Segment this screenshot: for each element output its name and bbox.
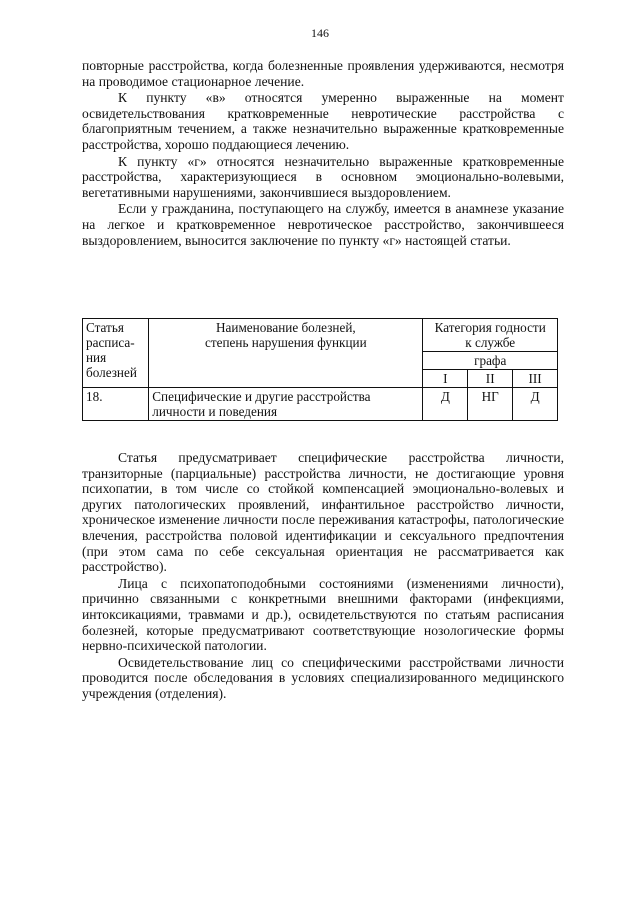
paragraph: повторные расстройства, когда болезненные проявления удерживаются, несмотря на проводимое стационарное лечение. bbox=[82, 58, 564, 89]
header-disease-name bbox=[149, 319, 423, 388]
row-disease-name: Специфические и другие расстройства личности и поведения bbox=[149, 388, 423, 421]
row-value-3: Д bbox=[513, 388, 558, 421]
paragraph: К пункту «г» относятся незначительно выраженные кратковременные расстройства, характеризующиеся в основном эмоционально-волевыми, вегетативными нарушениями, закончившиеся выздоровлением. bbox=[82, 153, 564, 200]
header-name-line: Наименование болезней, bbox=[216, 320, 356, 335]
header-article-line: болезней bbox=[86, 365, 137, 380]
paragraph: Если у гражданина, поступающего на службу, имеется в анамнезе указание на легкое и кратковременное невротическое расстройство, закончившееся выздоровлением, выносится заключение по пункту «г» настоящей статьи. bbox=[82, 201, 564, 248]
header-column-3: III bbox=[513, 370, 558, 388]
header-article-line: расписа- bbox=[86, 335, 135, 350]
header-column-1: I bbox=[423, 370, 468, 388]
paragraph: Освидетельствование лиц со специфическими расстройствами личности проводится после обследования в условиях специализированного медицинского учреждения (отделения). bbox=[82, 654, 564, 701]
header-column-label: графа bbox=[423, 352, 558, 370]
paragraph: К пункту «в» относятся умеренно выраженные на момент освидетельствования кратковременные невротические расстройства с благоприятным течением, а также незначительно выраженные кратковременные расстройства, хорошо поддающиеся лечению. bbox=[82, 90, 564, 152]
paragraph: Статья предусматривает специфические расстройства личности, транзиторные (парциальные) расстройства личности, не достигающие уровня психопатии, в том числе со стойкой компенсацией эмоционально-волевых и других патологических проявлений, инфантильное расстройство личности, хроническое изменение личности после переживания катастрофы, патологические влечения, расстройства половой идентификации и сексуального предпочтения (при этом сама по себе сексуальная ориентация не рассматривается как расстройство). bbox=[82, 450, 564, 575]
header-category-line: к службе bbox=[465, 335, 516, 350]
row-value-2: НГ bbox=[468, 388, 513, 421]
header-name-line: степень нарушения функции bbox=[205, 335, 367, 350]
header-column-2: II bbox=[468, 370, 513, 388]
header-article bbox=[83, 319, 149, 388]
disease-schedule-table bbox=[82, 318, 558, 421]
table-header-row bbox=[83, 319, 558, 352]
header-article-line: Статья bbox=[86, 320, 124, 335]
header-article-line: ния bbox=[86, 350, 107, 365]
table-row bbox=[83, 388, 558, 421]
page-number: 146 bbox=[311, 26, 329, 40]
text-block-top bbox=[82, 58, 564, 248]
row-value-1: Д bbox=[423, 388, 468, 421]
header-category-line: Категория годности bbox=[434, 320, 546, 335]
header-fitness-category bbox=[423, 319, 558, 352]
text-block-bottom bbox=[82, 450, 564, 702]
paragraph: Лица с психопатоподобными состояниями (изменениями личности), причинно связанными с конкретными внешними факторами (инфекциями, интоксикациями, травмами и др.), освидетельствуются по статьям расписания болезней, которые предусматривают соответствующие нозологические формы нервно-психической патологии. bbox=[82, 575, 564, 654]
row-article: 18. bbox=[83, 388, 149, 421]
